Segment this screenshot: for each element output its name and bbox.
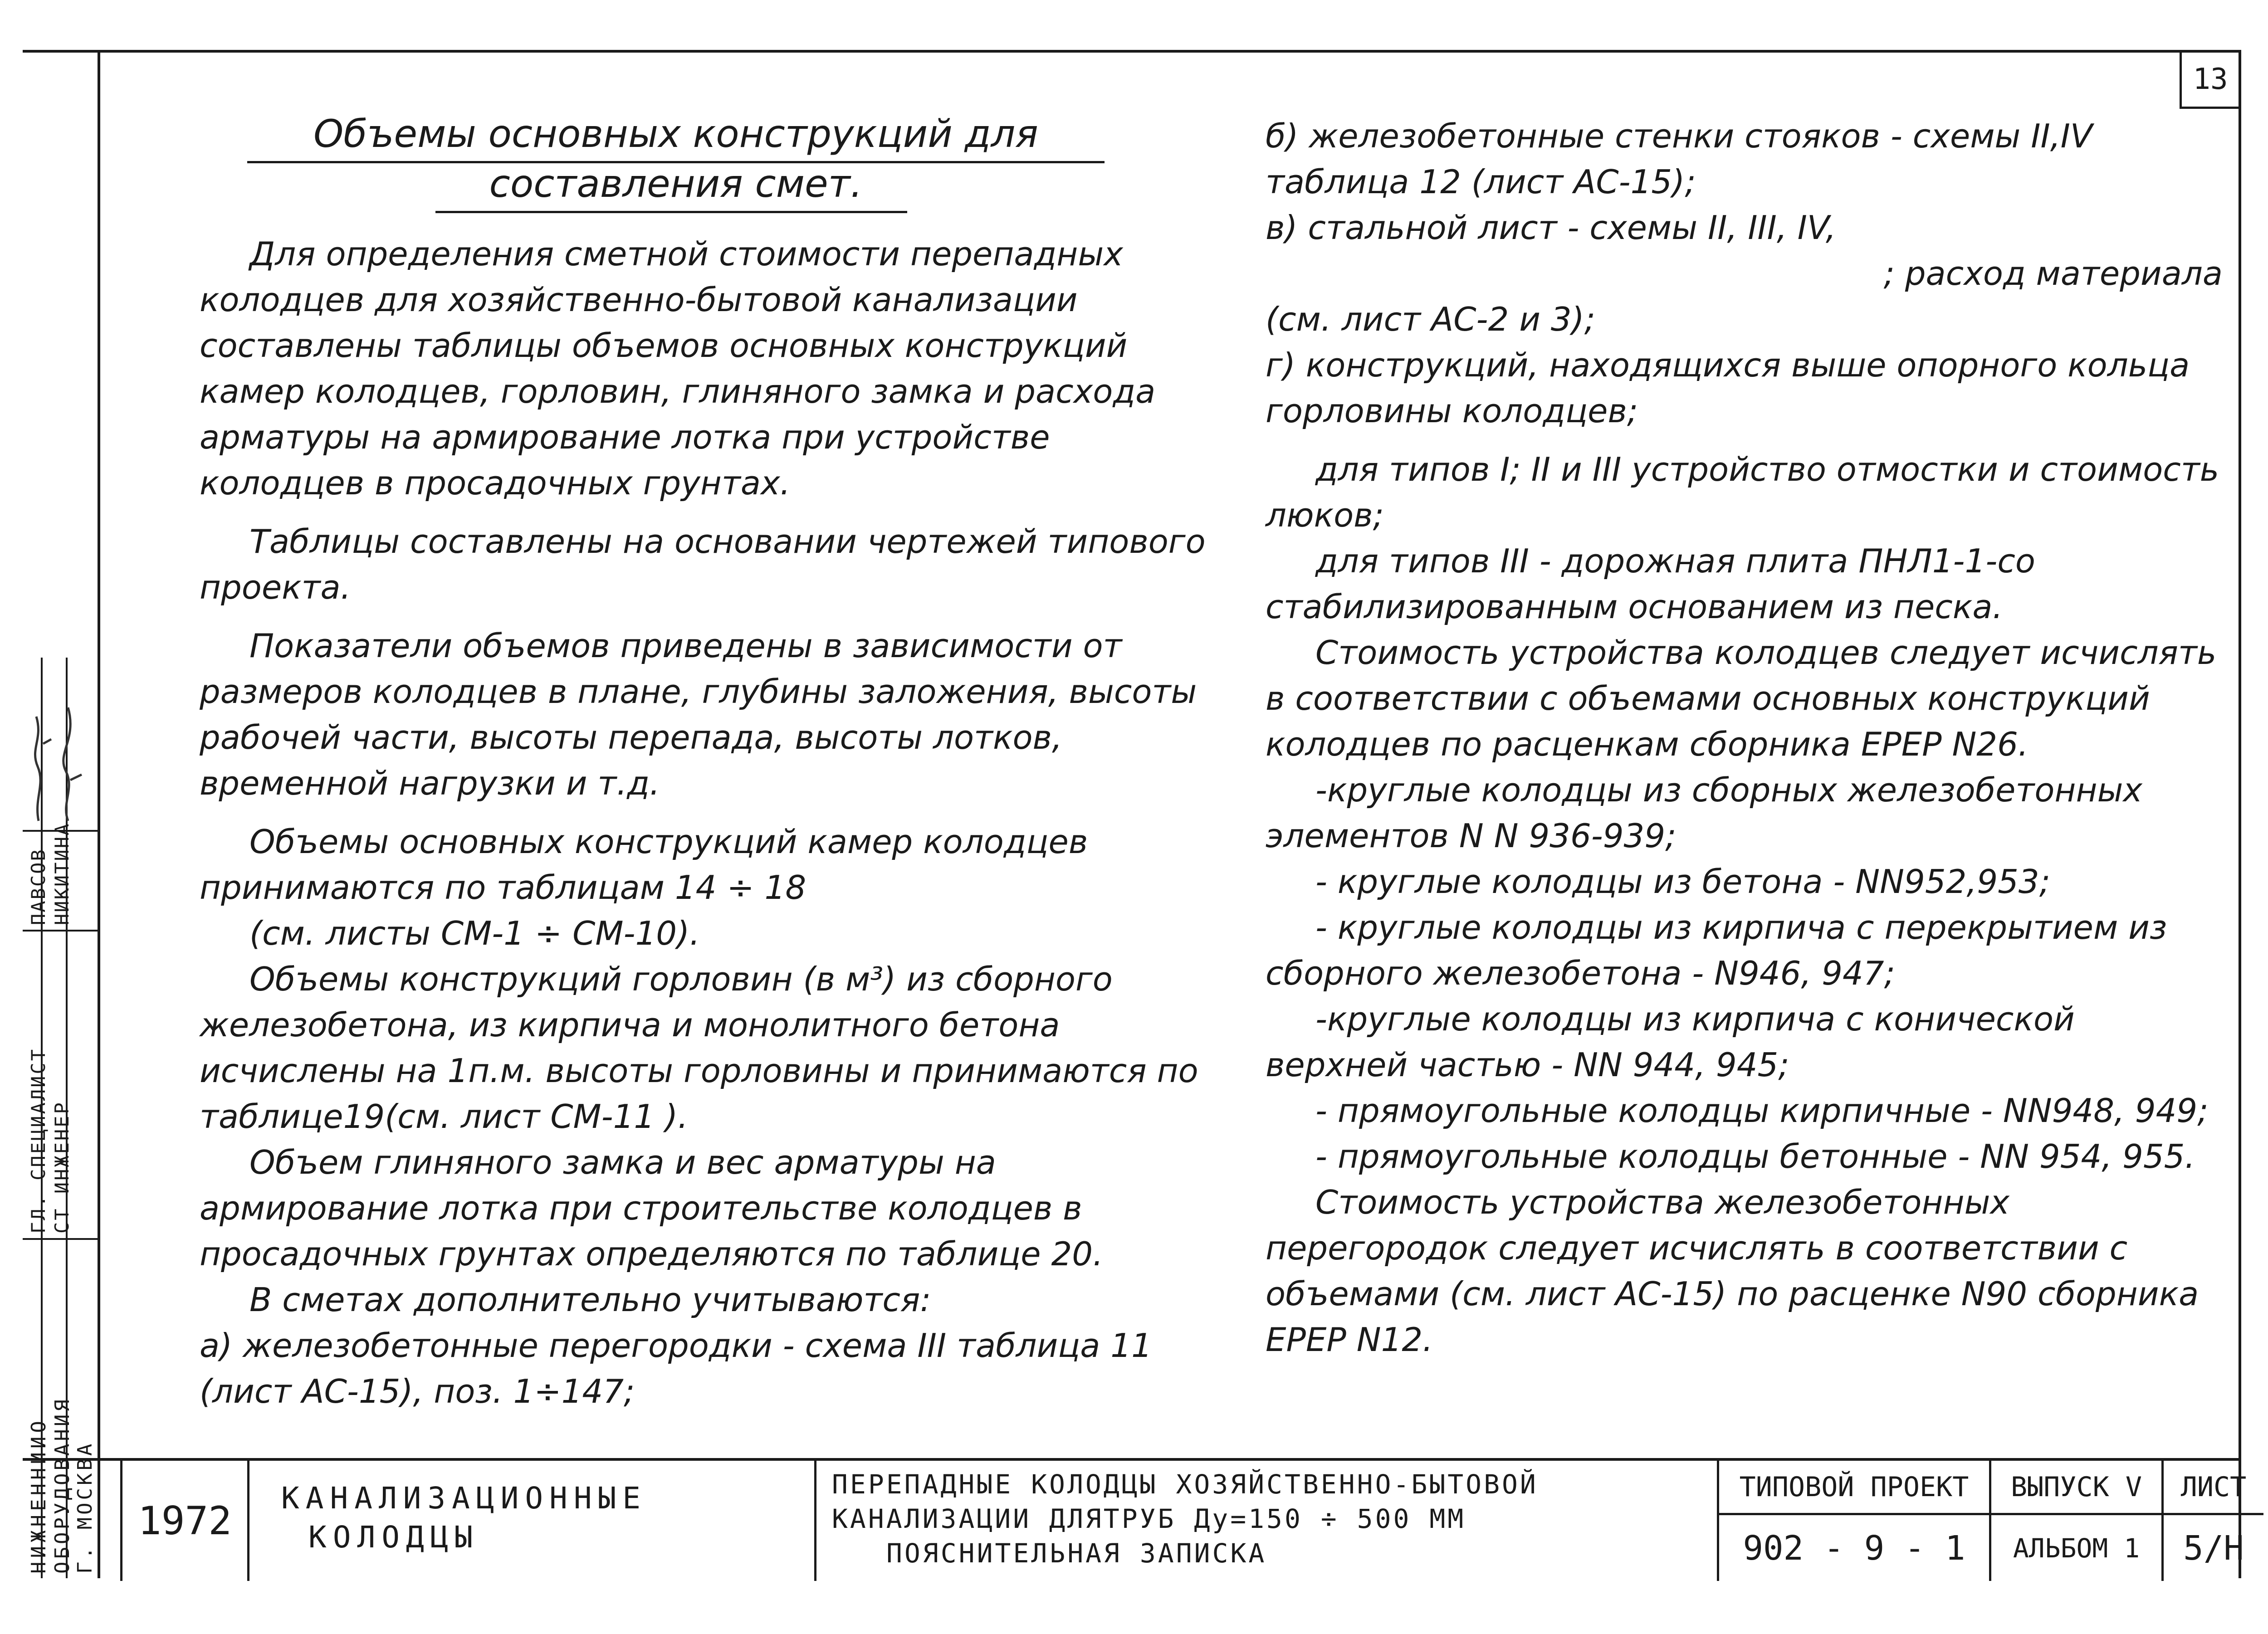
desc-line-1: ПЕРЕПАДНЫЕ КОЛОДЦЫ ХОЗЯЙСТВЕННО-БЫТОВОЙ xyxy=(832,1469,1538,1500)
signature-1 xyxy=(35,717,51,821)
side-org-line-2: ОБОРУДОВАНИЯ xyxy=(51,1397,74,1574)
desc-line-3: ПОЯСНИТЕЛЬНАЯ ЗАПИСКА xyxy=(886,1538,1267,1569)
list-item-rect-brick: - прямоугольные колодцы кирпичные - NN948, 949; xyxy=(1315,1092,2209,1130)
strip-rule-2 xyxy=(23,1238,98,1240)
paragraph-types-1-3: для типов I; II и III устройство отмостки и стоимость люков; xyxy=(1266,450,2219,534)
year: 1972 xyxy=(120,1461,247,1581)
signatures xyxy=(25,689,98,825)
paragraph-indicators: Показатели объемов приведены в зависимости от размеров колодцев в плане, глубины заложения, высоты рабочей части, высоты перепада, высоты лотков, временной нагрузки и т.д. xyxy=(200,627,1197,802)
paragraph-intro: Для определения сметной стоимости перепадных колодцев для хозяйственно-бытовой канализации составлены таблицы объемов основных конструкций камер колодцев, горловин, глиняного замка и расхода арматуры на армирование лотка при устройстве колодцев в просадочных грунтах. xyxy=(200,235,1156,502)
list-item-round-precast: -круглые колодцы из сборных железобетонных элементов N N 936-939; xyxy=(1266,771,2143,855)
page-number: 13 xyxy=(2180,52,2239,109)
side-org-line-3: Г. МОСКВА xyxy=(73,1441,97,1574)
project-description xyxy=(814,1461,1717,1581)
paragraph-estimates-intro: В сметах дополнительно учитываются: xyxy=(249,1281,931,1319)
signature-2 xyxy=(64,707,82,821)
side-org-line-1: НИЖНЕННИИО xyxy=(27,1417,50,1574)
album-label: АЛЬБОМ 1 xyxy=(2013,1532,2140,1564)
project-number: 902 - 9 - 1 xyxy=(1743,1528,1965,1568)
title-line-1: Объемы основных конструкций для xyxy=(313,112,1038,156)
right-text-column xyxy=(1266,113,2223,1363)
side-name-line-2: НИКИТИНА xyxy=(51,822,73,925)
side-role-line-1: ГЛ. СПЕЦИАЛИСТ xyxy=(27,1047,49,1234)
org-line-2: КОЛОДЦЫ xyxy=(308,1520,479,1555)
org-line-1: КАНАЛИЗАЦИОННЫЕ xyxy=(281,1481,647,1516)
issue-label: ВЫПУСК V xyxy=(1991,1461,2161,1515)
issue-cell xyxy=(1989,1461,2161,1581)
paragraph-item-a: а) железобетонные перегородки - схема III таблица 11 (лист АС-15), поз. 1÷147; xyxy=(200,1327,1152,1410)
paragraph-clay-lock: Объем глиняного замка и вес арматуры на армирование лотка при строительстве колодцев в просадочных грунтах определяются по таблице 20. xyxy=(200,1143,1103,1273)
title-underline-1 xyxy=(247,161,1105,163)
paragraph-chamber-volumes: Объемы основных конструкций камер колодцев принимаются по таблицам 14 ÷ 18 xyxy=(200,823,1088,907)
paragraph-item-v: в) стальной лист - схемы II, III, IV, xyxy=(1266,209,1836,247)
frame-right-border xyxy=(2239,50,2241,1578)
paragraph-neck-volumes: Объемы конструкций горловин (в м³) из сборного железобетона, из кирпича и монолитного бетона исчислены на 1п.м. высоты горловины и принимаются по таблице19(см. лист СМ-11 ). xyxy=(200,960,1198,1136)
sheet-cell xyxy=(2161,1461,2263,1581)
paragraph-material-usage: ; расход материала xyxy=(1883,254,2223,293)
strip-rule-1 xyxy=(23,930,98,932)
list-item-round-brick-conical: -круглые колодцы из кирпича с конической верхней частью - NN 944, 945; xyxy=(1266,1000,2075,1084)
title-block xyxy=(23,1458,2247,1581)
title-line-2: составления смет. xyxy=(489,161,863,206)
paragraph-cost-calc: Стоимость устройства колодцев следует исчислять в соответствии с объемами основных конструкций колодцев по расценкам сборника ЕРЕР N26. xyxy=(1266,634,2217,763)
desc-line-2: КАНАЛИЗАЦИИ ДЛЯТРУБ Ду=150 ÷ 500 ММ xyxy=(832,1503,1466,1534)
list-item-round-brick-slab: - круглые колодцы из кирпича с перекрытием из сборного железобетона - N946, 947; xyxy=(1266,908,2167,992)
frame-left-border xyxy=(98,50,100,1578)
title-underline-2 xyxy=(435,211,907,213)
list-item-round-concrete: - круглые колодцы из бетона - NN952,953; xyxy=(1315,863,2050,901)
paragraph-partitions-cost: Стоимость устройства железобетонных перегородок следует исчислять в соответствии с объемами (см. лист АС-15) по расценке N90 сборника ЕРЕР N12. xyxy=(1266,1183,2199,1359)
paragraph-sheet-ref: (см. лист АС-2 и 3); xyxy=(1266,300,1596,338)
list-item-rect-concrete: - прямоугольные колодцы бетонные - NN 954, 955. xyxy=(1315,1137,2195,1176)
paragraph-item-b: б) железобетонные стенки стояков - схемы II,IV таблица 12 (лист АС-15); xyxy=(1266,117,2093,201)
sheet-label: ЛИСТ xyxy=(2164,1461,2263,1515)
project-cell xyxy=(1717,1461,1989,1581)
document-title xyxy=(245,109,1107,209)
side-role-line-2: СТ ИНЖЕНЕР xyxy=(51,1101,73,1234)
side-name-line-1: ПАВСОВ xyxy=(27,848,49,925)
frame-top-border xyxy=(23,50,2241,53)
org-name xyxy=(247,1461,814,1581)
sheet-number: 5/Н xyxy=(2183,1528,2244,1568)
paragraph-tables-basis: Таблицы составлены на основании чертежей типового проекта. xyxy=(200,522,1206,606)
paragraph-chamber-sheets: (см. листы СМ-1 ÷ СМ-10). xyxy=(249,914,700,952)
left-text-column xyxy=(200,231,1211,1415)
project-label: ТИПОВОЙ ПРОЕКТ xyxy=(1719,1461,1989,1515)
paragraph-type-3-slab: для типов III - дорожная плита ПНЛ1-1-со стабилизированным основанием из песка. xyxy=(1266,542,2035,626)
paragraph-item-g: г) конструкций, находящихся выше опорного кольца горловины колодцев; xyxy=(1266,346,2190,430)
